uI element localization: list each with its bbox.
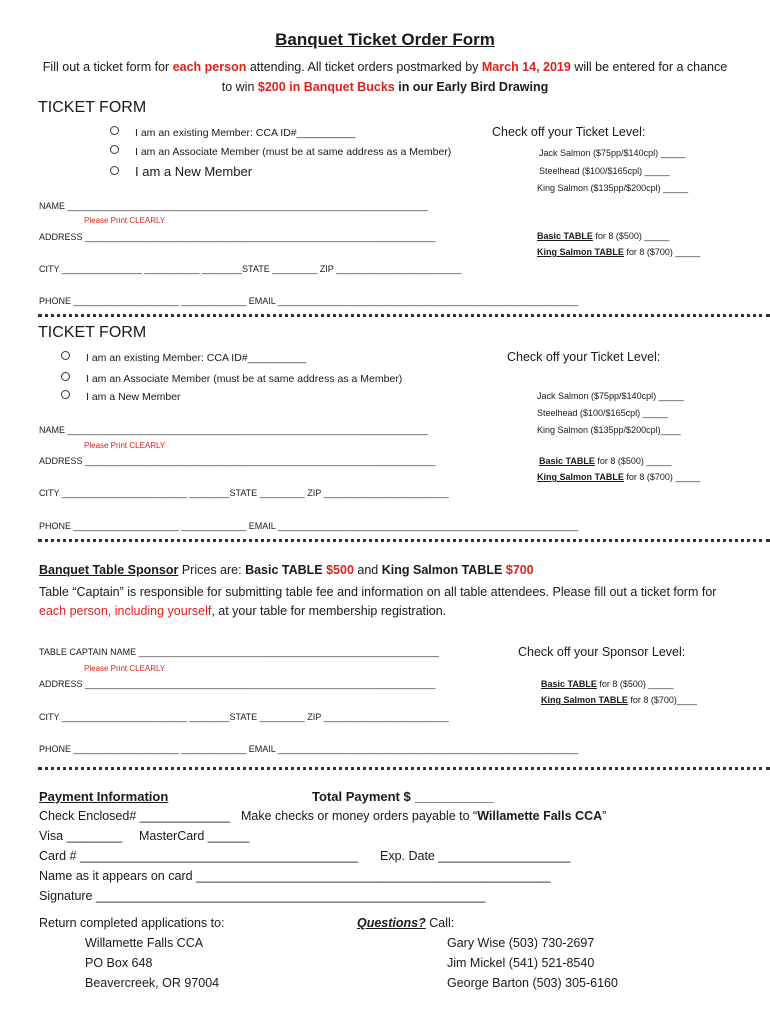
basic-table-label: Basic TABLE (539, 456, 595, 466)
form2-option-new[interactable] (61, 390, 181, 403)
payable-name: Willamette Falls CCA (477, 809, 603, 823)
form1-level-jack[interactable]: Jack Salmon ($75pp/$140cpl) _____ (539, 148, 686, 158)
radio-bullet-icon[interactable] (110, 166, 119, 175)
exp-date-field[interactable]: Exp. Date ___________________ (380, 849, 571, 863)
section-divider (38, 314, 770, 317)
basic-table-blank: for 8 ($500) _____ (596, 679, 674, 689)
page-title: Banquet Ticket Order Form (275, 30, 495, 49)
mastercard-field[interactable]: MasterCard ______ (139, 829, 250, 843)
sponsor-basic-table[interactable] (541, 679, 673, 689)
form1-city-state-zip[interactable]: CITY ________________ ___________ ________STATE _________ ZIP _________________________ (39, 264, 462, 274)
form1-basic-table[interactable] (537, 231, 669, 241)
sponsor-king-label: King Salmon TABLE (381, 563, 506, 577)
basic-table-blank: for 8 ($500) _____ (594, 456, 672, 466)
form2-city-state-zip[interactable]: CITY _________________________ ________STATE _________ ZIP _________________________ (39, 488, 449, 498)
basic-table-label: Basic TABLE (541, 679, 597, 689)
form2-print-clearly: Please Print CLEARLY (84, 441, 166, 450)
contact-3: George Barton (503) 305-6160 (447, 976, 618, 990)
form1-print-clearly: Please Print CLEARLY (84, 216, 166, 225)
form1-phone-email[interactable]: PHONE _____________________ _____________ EMAIL ____________________________________________________________ (39, 296, 579, 306)
intro-text: in our Early Bird Drawing (394, 80, 549, 94)
intro-highlight: $200 in Banquet Bucks (257, 80, 395, 94)
visa-field[interactable]: Visa ________ (39, 829, 123, 843)
king-table-label: King Salmon TABLE (541, 695, 628, 705)
call-text: Call: (425, 916, 455, 930)
king-table-blank: for 8 ($700) _____ (623, 247, 701, 257)
intro-text: Fill out a ticket form for (42, 60, 173, 74)
form2-option-associate[interactable] (61, 372, 402, 385)
intro-text: to win (221, 80, 258, 94)
check-enclosed-field[interactable]: Check Enclosed# _____________ (39, 809, 231, 823)
sponsor-captain-name-field[interactable]: TABLE CAPTAIN NAME ____________________________________________________________ (39, 647, 440, 657)
return-address-line-1: Willamette Falls CCA (85, 936, 204, 950)
payment-heading: Payment Information (39, 789, 169, 804)
radio-bullet-icon[interactable] (61, 351, 70, 360)
sponsor-prices-label: Prices are: (178, 563, 246, 577)
radio-bullet-icon[interactable] (61, 372, 70, 381)
sponsor-city-state-zip[interactable]: CITY _________________________ ________STATE _________ ZIP _________________________ (39, 712, 449, 722)
radio-bullet-icon[interactable] (110, 145, 119, 154)
form1-option-new[interactable] (110, 164, 252, 179)
form2-check-label: Check off your Ticket Level: (507, 350, 661, 364)
section-divider (38, 767, 770, 770)
form2-level-steelhead[interactable]: Steelhead ($100/$165cpl) _____ (537, 408, 668, 418)
return-address-line-3: Beavercreek, OR 97004 (85, 976, 220, 990)
basic-table-label: Basic TABLE (537, 231, 593, 241)
option-label: I am an Associate Member (must be at same address as a Member) (135, 146, 452, 158)
form1-address-field[interactable]: ADDRESS ______________________________________________________________________ (39, 232, 436, 242)
king-table-label: King Salmon TABLE (537, 247, 624, 257)
intro-highlight: each person (172, 60, 247, 74)
radio-bullet-icon[interactable] (110, 126, 119, 135)
sponsor-description-1: Table “Captain” is responsible for submitting table fee and information on all table attendees. Please fill out a ticket form for (39, 585, 717, 599)
sponsor-king-table[interactable] (541, 695, 697, 705)
sponsor-address-field[interactable]: ADDRESS ______________________________________________________________________ (39, 679, 436, 689)
sponsor-and: and (353, 563, 382, 577)
form2-level-king[interactable]: King Salmon ($135pp/$200cpl)____ (537, 425, 681, 435)
payment-total-field[interactable]: Total Payment $ ___________ (312, 789, 494, 804)
form1-check-label: Check off your Ticket Level: (492, 125, 646, 139)
form2-level-jack[interactable]: Jack Salmon ($75pp/$140cpl) _____ (537, 391, 684, 401)
form1-option-member[interactable] (110, 126, 355, 139)
intro-text: will be entered for a chance (570, 60, 728, 74)
signature-field[interactable]: Signature ________________________________________________________ (39, 889, 486, 903)
sponsor-description-2 (39, 604, 446, 618)
form2-king-table[interactable] (537, 472, 700, 482)
form1-level-steelhead[interactable]: Steelhead ($100/$165cpl) _____ (539, 166, 670, 176)
intro-text: attending. All ticket orders postmarked by (246, 60, 482, 74)
payable-text: Make checks or money orders payable to “ (241, 809, 478, 823)
return-label: Return completed applications to: (39, 916, 225, 930)
form2-phone-email[interactable]: PHONE _____________________ _____________ EMAIL ____________________________________________________________ (39, 521, 579, 531)
sponsor-basic-label: Basic TABLE (245, 563, 327, 577)
return-address-line-2: PO Box 648 (85, 956, 153, 970)
ticket-form-2-heading: TICKET FORM (38, 324, 147, 341)
king-table-blank: for 8 ($700)____ (627, 695, 697, 705)
form1-level-king[interactable]: King Salmon ($135pp/$200cpl) _____ (537, 183, 689, 193)
card-number-field[interactable]: Card # ________________________________________ (39, 849, 359, 863)
questions-label (357, 916, 454, 930)
form1-king-table[interactable] (537, 247, 700, 257)
sponsor-heading-line (39, 563, 534, 577)
sponsor-highlight: each person, including yourself (39, 604, 212, 618)
form2-option-member[interactable] (61, 351, 306, 364)
basic-table-blank: for 8 ($500) _____ (592, 231, 670, 241)
ticket-form-1-heading: TICKET FORM (38, 99, 147, 116)
king-table-label: King Salmon TABLE (537, 472, 624, 482)
sponsor-text: , at your table for membership registration. (211, 604, 447, 618)
form2-basic-table[interactable] (539, 456, 671, 466)
option-label: I am an existing Member: CCA ID#__________ (135, 127, 356, 139)
form2-name-field[interactable]: NAME ________________________________________________________________________ (39, 425, 428, 435)
option-label: I am a New Member (135, 164, 253, 179)
payable-text: ” (602, 809, 607, 823)
option-label: I am an existing Member: CCA ID#__________ (86, 352, 307, 364)
radio-bullet-icon[interactable] (61, 390, 70, 399)
form1-option-associate[interactable] (110, 145, 451, 158)
contact-2: Jim Mickel (541) 521-8540 (447, 956, 595, 970)
name-on-card-field[interactable]: Name as it appears on card ___________________________________________________ (39, 869, 551, 883)
section-divider (38, 539, 770, 542)
payable-note (241, 809, 606, 823)
sponsor-print-clearly: Please Print CLEARLY (84, 664, 166, 673)
option-label: I am a New Member (86, 391, 181, 403)
sponsor-basic-price: $500 (326, 563, 354, 577)
sponsor-phone-email[interactable]: PHONE _____________________ _____________ EMAIL ____________________________________________________________ (39, 744, 579, 754)
sponsor-check-label: Check off your Sponsor Level: (518, 645, 686, 659)
king-table-blank: for 8 ($700) _____ (623, 472, 701, 482)
option-label: I am an Associate Member (must be at same address as a Member) (86, 373, 403, 385)
intro-line-2 (0, 80, 770, 94)
intro-highlight: March 14, 2019 (481, 60, 571, 74)
form1-name-field[interactable]: NAME ________________________________________________________________________ (39, 201, 428, 211)
questions-text: Questions? (357, 916, 426, 930)
sponsor-heading: Banquet Table Sponsor (39, 563, 179, 577)
intro-line-1 (0, 60, 770, 74)
form2-address-field[interactable]: ADDRESS ______________________________________________________________________ (39, 456, 436, 466)
sponsor-king-price: $700 (505, 563, 534, 577)
contact-1: Gary Wise (503) 730-2697 (447, 936, 595, 950)
